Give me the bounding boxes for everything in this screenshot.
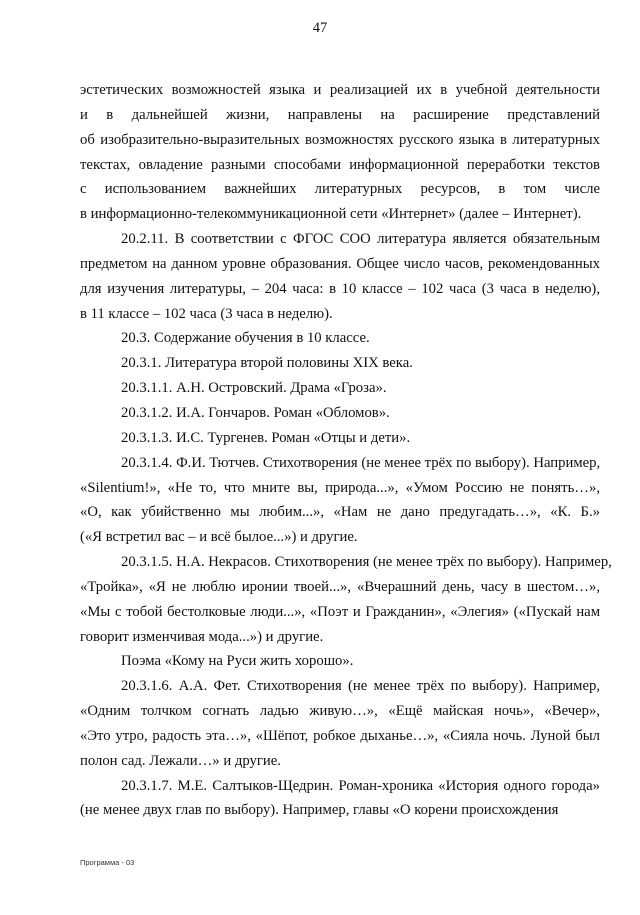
paragraph (80, 550, 612, 649)
text-line: 20.3.1.3. И.С. Тургенев. Роман «Отцы и дети». (121, 429, 411, 446)
text-line: («Я встретил вас – и всё былое...») и другие. (80, 529, 358, 546)
text-line: 20.3.1.5. Н.А. Некрасов. Стихотворения (не менее трёх по выбору). Например, (121, 554, 612, 571)
text-line: «Это утро, радость эта…», «Шёпот, робкое дыханье…», «Сияла ночь. Луной был (80, 727, 600, 744)
text-line: 20.3.1.4. Ф.И. Тютчев. Стихотворения (не менее трёх по выбору). Например, (121, 454, 601, 471)
text-line: полон сад. Лежали…» и другие. (80, 752, 281, 769)
paragraph (80, 774, 600, 824)
text-line: Поэма «Кому на Руси жить хорошо». (121, 653, 354, 670)
body-text (80, 78, 612, 823)
text-line: и в дальнейшей жизни, направлены на расширение представлений (80, 106, 600, 123)
text-line: 20.2.11. В соответствии с ФГОС СОО литература является обязательным (121, 231, 600, 248)
paragraph (80, 674, 600, 773)
text-line: 20.3. Содержание обучения в 10 классе. (121, 330, 370, 347)
text-line: (не менее двух глав по выбору). Например, главы «О корени происхождения (80, 802, 559, 819)
text-line: в 11 классе – 102 часа (3 часа в неделю). (80, 305, 333, 322)
text-line: «Мы с тобой бестолковые люди...», «Поэт и Гражданин», «Элегия» («Пускай нам (80, 603, 600, 620)
text-line: «Тройка», «Я не люблю иронии твоей...», «Вчерашний день, часу в шестом…», (80, 578, 600, 595)
text-line: 20.3.1.7. М.Е. Салтыков-Щедрин. Роман-хроника «История одного города» (121, 777, 600, 794)
paragraph (80, 351, 600, 376)
paragraph (80, 649, 600, 674)
text-line: об изобразительно-выразительных возможностях русского языка в литературных (80, 131, 600, 148)
paragraph (80, 227, 600, 326)
text-line: «Одним толчком согнать ладью живую…», «Ещё майская ночь», «Вечер», (80, 703, 600, 720)
footer-label: Программа - 03 (80, 858, 135, 867)
text-line: текстах, овладение разными способами информационной переработки текстов (80, 156, 600, 173)
text-line: предметом на данном уровне образования. Общее число часов, рекомендованных (80, 255, 600, 272)
paragraph (80, 426, 600, 451)
text-line: «Silentium!», «Не то, что мните вы, природа...», «Умом Россию не понять…», (80, 479, 600, 496)
page-number: 47 (312, 20, 328, 36)
paragraph (80, 78, 600, 227)
text-line: в информационно-телекоммуникационной сети «Интернет» (далее – Интернет). (80, 206, 582, 223)
text-line: 20.3.1.1. А.Н. Островский. Драма «Гроза». (121, 380, 387, 397)
text-line: 20.3.1. Литература второй половины XIX века. (121, 355, 413, 372)
text-line: для изучения литературы, – 204 часа: в 10 классе – 102 часа (3 часа в неделю), (80, 280, 600, 297)
text-line: с использованием важнейших литературных ресурсов, в том числе (80, 181, 600, 198)
text-line: говорит изменчивая мода...») и другие. (80, 628, 324, 645)
paragraph (80, 401, 600, 426)
paragraph (80, 376, 600, 401)
text-line: 20.3.1.2. И.А. Гончаров. Роман «Обломов». (121, 404, 390, 421)
text-line: 20.3.1.6. А.А. Фет. Стихотворения (не менее трёх по выбору). Например, (121, 678, 600, 695)
paragraph (80, 451, 600, 550)
paragraph (80, 326, 600, 351)
text-line: эстетических возможностей языка и реализацией их в учебной деятельности (80, 82, 600, 98)
text-line: «О, как убийственно мы любим...», «Нам не дано предугадать…», «К. Б.» (80, 504, 600, 521)
